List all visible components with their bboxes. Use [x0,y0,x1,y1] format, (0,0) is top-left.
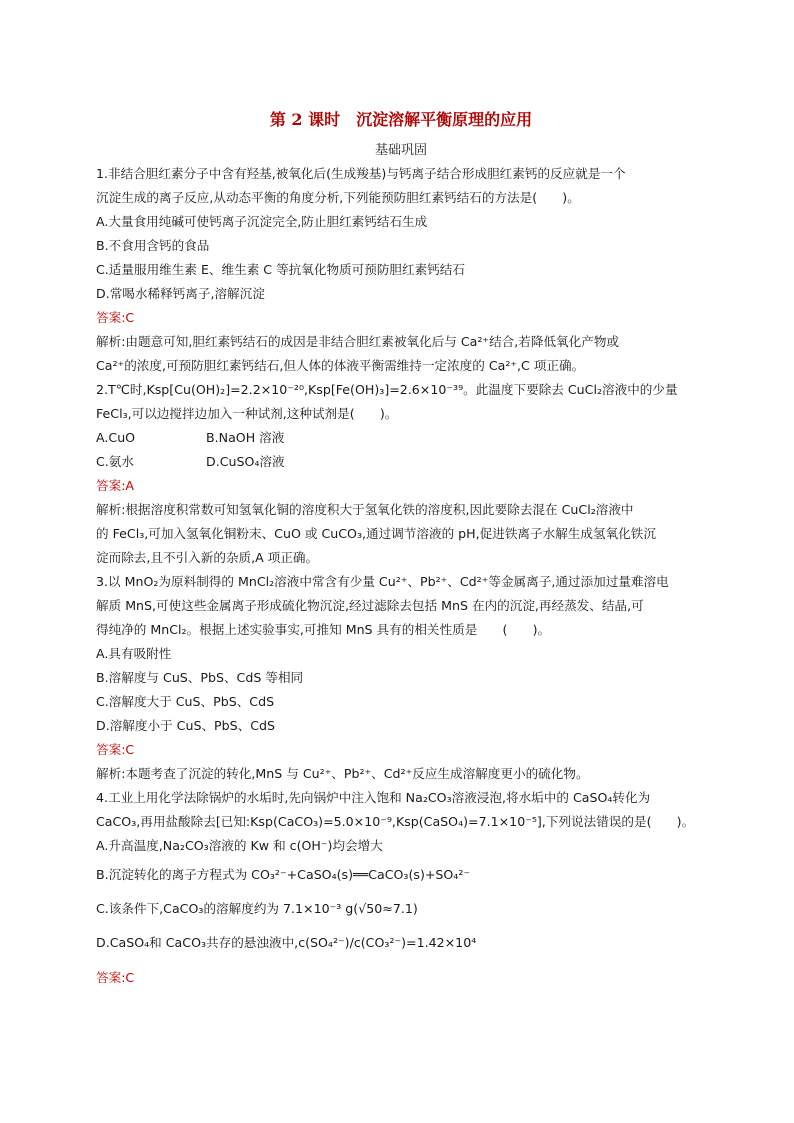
option-d: D.溶解度小于 CuS、PbS、CdS [96,718,275,733]
explanation-line: 的 FeCl₃,可加入氢氧化铜粉末、CuO 或 CuCO₃,通过调节溶液的 pH,促进铁离子水解生成氢氧化铁沉 [96,526,656,541]
question-1 [96,162,706,378]
answer: 答案:C [96,742,135,757]
question-stem-line: 解质 MnS,可使这些金属离子形成硫化物沉淀,经过滤除去包括 MnS 在内的沉淀,再经蒸发、结晶,可 [96,598,644,613]
option-row [96,426,706,450]
option-c: C.溶解度大于 CuS、PbS、CdS [96,694,275,709]
option-row [96,450,706,474]
explanation-line: 解析:由题意可知,胆红素钙结石的成因是非结合胆红素被氧化后与 Ca²⁺结合,若降低氧化产物或 [96,334,620,349]
question-stem-line: 1.非结合胆红素分子中含有羟基,被氧化后(生成羧基)与钙离子结合形成胆红素钙的反应就是一个 [96,166,626,181]
option-a: A.CuO [96,430,136,445]
explanation-line: Ca²⁺的浓度,可预防胆红素钙结石,但人体的体液平衡需维持一定浓度的 Ca²⁺,C 项正确。 [96,358,585,373]
section-heading: 基础巩固 [374,143,427,158]
option-d: D.CaSO₄和 CaCO₃共存的悬浊液中,c(SO₄²⁻)/c(CO₃²⁻)=1.42×10⁴ [96,935,477,950]
answer: 答案:C [96,310,135,325]
option-b: B.沉淀转化的离子方程式为 CO₃²⁻+CaSO₄(s)══CaCO₃(s)+SO₄²⁻ [96,867,471,882]
option-d: D.CuSO₄溶液 [206,454,285,469]
question-stem-line: FeCl₃,可以边搅拌边加入一种试剂,这种试剂是( )。 [96,406,398,421]
question-stem-line: 得纯净的 MnCl₂。根据上述实验事实,可推知 MnS 具有的相关性质是 ( )。 [96,622,551,637]
option-c: C.该条件下,CaCO₃的溶解度约为 7.1×10⁻³ g(√50≈7.1) [96,901,418,916]
option-b: B.不食用含钙的食品 [96,238,210,253]
option-c: C.氨水 [96,454,134,469]
explanation-line: 解析:本题考查了沉淀的转化,MnS 与 Cu²⁺、Pb²⁺、Cd²⁺反应生成溶解度更小的硫化物。 [96,766,589,781]
page-title: 第 2 课时 沉淀溶解平衡原理的应用 [269,110,533,129]
answer: 答案:A [96,478,135,493]
option-b: B.NaOH 溶液 [206,430,285,445]
option-c: C.适量服用维生素 E、维生素 C 等抗氧化物质可预防胆红素钙结石 [96,262,465,277]
explanation-line: 淀而除去,且不引入新的杂质,A 项正确。 [96,550,319,565]
question-stem-line: 4.工业上用化学法除锅炉的水垢时,先向锅炉中注入饱和 Na₂CO₃溶液浸泡,将水垢中的 CaSO₄转化为 [96,790,651,805]
explanation-line: 解析:根据溶度积常数可知氢氧化铜的溶度积大于氢氧化铁的溶度积,因此要除去混在 CuCl₂溶液中 [96,502,634,517]
option-a: A.升高温度,Na₂CO₃溶液的 Kw 和 c(OH⁻)均会增大 [96,838,383,853]
question-stem-line: 沉淀生成的离子反应,从动态平衡的角度分析,下列能预防胆红素钙结石的方法是( )。 [96,190,580,205]
option-a: A.大量食用纯碱可使钙离子沉淀完全,防止胆红素钙结石生成 [96,214,428,229]
answer: 答案:C [96,970,135,985]
option-a: A.具有吸附性 [96,646,172,661]
document-page [96,108,706,990]
question-stem-line: 2.T℃时,Ksp[Cu(OH)₂]=2.2×10⁻²⁰,Ksp[Fe(OH)₃]=2.6×10⁻³⁹。此温度下要除去 CuCl₂溶液中的少量 [96,382,678,397]
question-3 [96,570,706,786]
question-stem-line: CaCO₃,再用盐酸除去[已知:Ksp(CaCO₃)=5.0×10⁻⁹,Ksp(CaSO₄)=7.1×10⁻⁵],下列说法错误的是( )。 [96,814,695,829]
question-2 [96,378,706,570]
option-b: B.溶解度与 CuS、PbS、CdS 等相同 [96,670,304,685]
question-4 [96,786,706,990]
option-d: D.常喝水稀释钙离子,溶解沉淀 [96,286,265,301]
question-stem-line: 3.以 MnO₂为原料制得的 MnCl₂溶液中常含有少量 Cu²⁺、Pb²⁺、Cd²⁺等金属离子,通过添加过量难溶电 [96,574,669,589]
